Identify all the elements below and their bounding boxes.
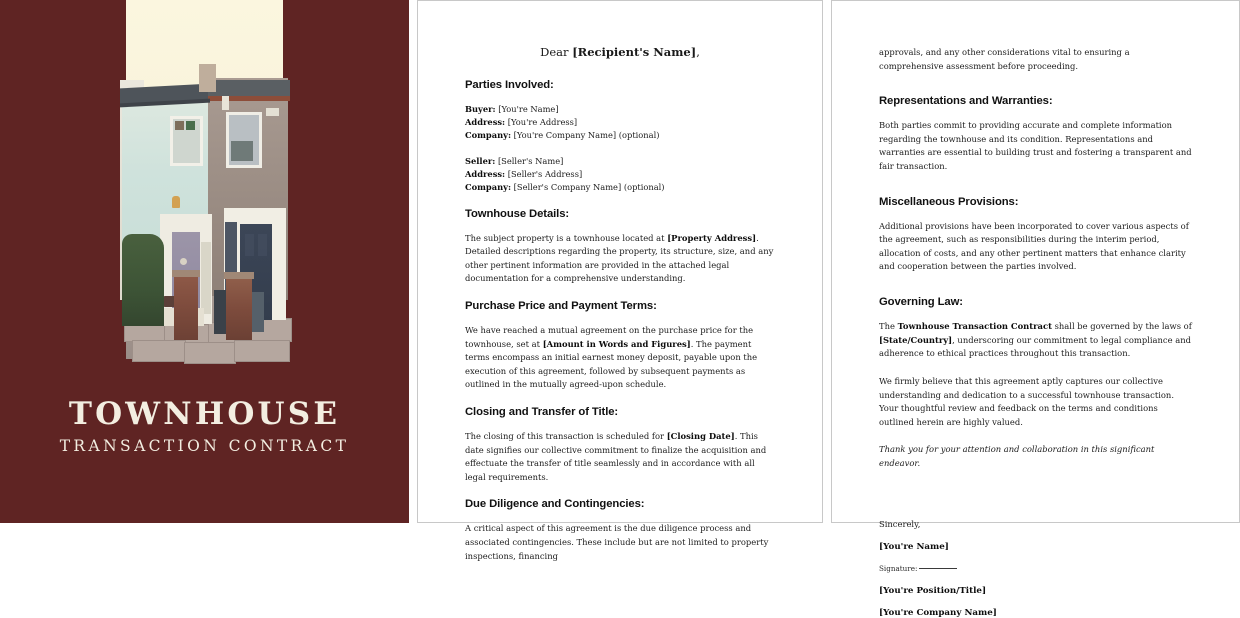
photo-door-panel xyxy=(258,234,267,256)
closing-date-placeholder: [Closing Date] xyxy=(666,431,735,442)
photo-window-pane-a xyxy=(175,121,184,130)
purchase-price-text-a: We have reached a mutual agreement on the purchase price for the townhouse, set at xyxy=(465,325,754,349)
paragraph-closing-belief: We firmly believe that this agreement aptly captures our collective understanding and dedication to a successful townhouse transaction. Your thoughtful review and feedback on the terms and conditions outlined herein are highly valued. xyxy=(879,375,1174,427)
governing-law-text-a: The xyxy=(879,321,898,332)
photo-brick-pillar xyxy=(226,276,252,340)
photo-sidelight-left xyxy=(201,242,211,314)
paragraph-due-diligence: A critical aspect of this agreement is the due diligence process and associated contingencies. These include but are not limited to property inspections, financing xyxy=(465,523,769,561)
amount-placeholder: [Amount in Words and Figures] xyxy=(542,338,691,349)
closing-text-b: . This date signifies our collective commitment to finalize the acquisition and effectuate the transfer of title seamlessly and in accordance with all legal requirements. xyxy=(465,431,767,482)
governing-law-text-c: , underscoring our commitment to legal compliance and adherence to ethical practices throughout this transaction. xyxy=(879,334,1191,359)
heading-due-diligence: Due Diligence and Contingencies: xyxy=(465,498,645,511)
signer-company-placeholder: [You're Company Name] xyxy=(879,607,997,618)
paragraph-miscellaneous-provisions: Additional provisions have been incorporated to cover various aspects of the agreement, such as responsibilities during the interim period, allocation of costs, and any other pertinent matters that enhance clarity and cooperation between the parties involved. xyxy=(879,220,1189,272)
signature-label: Signature: xyxy=(879,563,918,573)
townhouse-terrace-photo xyxy=(126,0,283,359)
photo-window-left xyxy=(170,116,203,166)
signer-name-placeholder: [You're Name] xyxy=(879,541,949,552)
photo-gate xyxy=(252,292,264,332)
buyer-company-label: Company: xyxy=(465,130,512,141)
document-page-2 xyxy=(417,0,823,561)
buyer-name-label: Buyer: xyxy=(465,104,496,114)
buyer-name-value: [You're Name] xyxy=(498,104,559,114)
cover-page xyxy=(0,0,409,523)
photo-door-panel xyxy=(245,234,254,256)
cover-title-block xyxy=(0,398,409,455)
paragraph-closing-transfer xyxy=(465,430,775,484)
photo-paving-slab xyxy=(234,340,290,362)
paragraph-townhouse-details xyxy=(465,232,775,286)
signature-spacer xyxy=(879,485,1192,519)
photo-fascia-right xyxy=(208,96,290,101)
paragraph-purchase-price xyxy=(465,324,775,392)
photo-chimney xyxy=(199,64,216,92)
photo-pillar-cap xyxy=(224,272,254,279)
photo-paving-slab xyxy=(132,340,186,362)
heading-townhouse-details: Townhouse Details: xyxy=(465,207,570,220)
paragraph-thank-you: Thank you for your attention and collaboration in this significant endeavor. xyxy=(879,444,1155,468)
closing-text-a: The closing of this transaction is scheduled for xyxy=(465,431,667,442)
seller-address-value: [Seller's Address] xyxy=(507,169,583,180)
photo-window-pane-b xyxy=(186,121,195,130)
seller-name-value: [Seller's Name] xyxy=(497,156,564,167)
greeting-recipient-placeholder: [Recipient's Name] xyxy=(572,45,697,59)
photo-wheelie-bin xyxy=(214,290,226,334)
seller-company-label: Company: xyxy=(465,182,512,193)
cover-title: TOWNHOUSE xyxy=(68,396,341,432)
photo-paving-slab xyxy=(184,342,236,364)
state-country-placeholder: [State/Country] xyxy=(879,334,953,345)
property-address-placeholder: [Property Address] xyxy=(667,232,757,243)
buyer-company-value: [You're Company Name] (optional) xyxy=(513,130,660,141)
heading-governing-law: Governing Law: xyxy=(879,296,963,309)
greeting-suffix: , xyxy=(696,45,700,59)
greeting-line xyxy=(465,45,775,59)
heading-miscellaneous-provisions: Miscellaneous Provisions: xyxy=(879,195,1019,208)
seller-name-label: Seller: xyxy=(465,156,496,167)
townhouse-details-text-b: . Detailed descriptions regarding the property, its structure, size, and any other pertinent information are provided in the attached legal documentation for a comprehensive understanding. xyxy=(465,232,774,284)
document-page-3 xyxy=(831,0,1240,618)
signature-rule[interactable] xyxy=(919,567,957,569)
photo-hedge xyxy=(122,234,164,326)
photo-meter-box xyxy=(266,108,279,116)
photo-window-right xyxy=(226,112,262,168)
seller-details xyxy=(465,155,775,194)
cover-subtitle: TRANSACTION CONTRACT xyxy=(59,436,350,455)
townhouse-details-text-a: The subject property is a townhouse located at xyxy=(465,232,668,243)
photo-brick-pillar xyxy=(174,274,198,340)
seller-company-value: [Seller's Company Name] (optional) xyxy=(513,182,665,193)
seller-address-label: Address: xyxy=(465,169,506,180)
signer-title-placeholder: [You're Position/Title] xyxy=(879,585,987,596)
photo-vent-pipe xyxy=(222,96,229,110)
photo-door-knob xyxy=(180,258,187,265)
paragraph-representations-warranties: Both parties commit to providing accurate and complete information regarding the townhouse and its condition. Representations and warranties are essential to building trust and fostering a transparent and fair transaction. xyxy=(879,120,1192,172)
buyer-address-label: Address: xyxy=(465,117,506,128)
greeting-prefix: Dear xyxy=(540,45,573,59)
purchase-price-text-b: . The payment terms encompass an initial earnest money deposit, payable upon the execution of this agreement, followed by subsequent payments as outlined in the mutually agreed-upon schedule. xyxy=(465,338,758,390)
signature-field[interactable] xyxy=(879,564,1192,573)
paragraph-governing-law xyxy=(879,320,1192,361)
sincerely-line: Sincerely, xyxy=(879,518,921,529)
contract-name-emphasis: Townhouse Transaction Contract xyxy=(897,321,1052,332)
governing-law-text-b: shall be governed by the laws of xyxy=(1051,321,1192,332)
photo-window-pane-c xyxy=(231,141,253,161)
photo-wall-lamp xyxy=(172,196,180,208)
buyer-address-value: [You're Address] xyxy=(507,117,578,128)
photo-pillar-cap xyxy=(172,270,200,277)
paragraph-due-diligence-continued: approvals, and any other considerations vital to ensuring a comprehensive assessment before proceeding. xyxy=(879,47,1130,71)
heading-parties-involved: Parties Involved: xyxy=(465,79,554,91)
buyer-details xyxy=(465,103,775,142)
heading-representations-warranties: Representations and Warranties: xyxy=(879,95,1053,108)
heading-closing-transfer-title: Closing and Transfer of Title: xyxy=(465,406,619,419)
heading-purchase-price: Purchase Price and Payment Terms: xyxy=(465,300,657,312)
